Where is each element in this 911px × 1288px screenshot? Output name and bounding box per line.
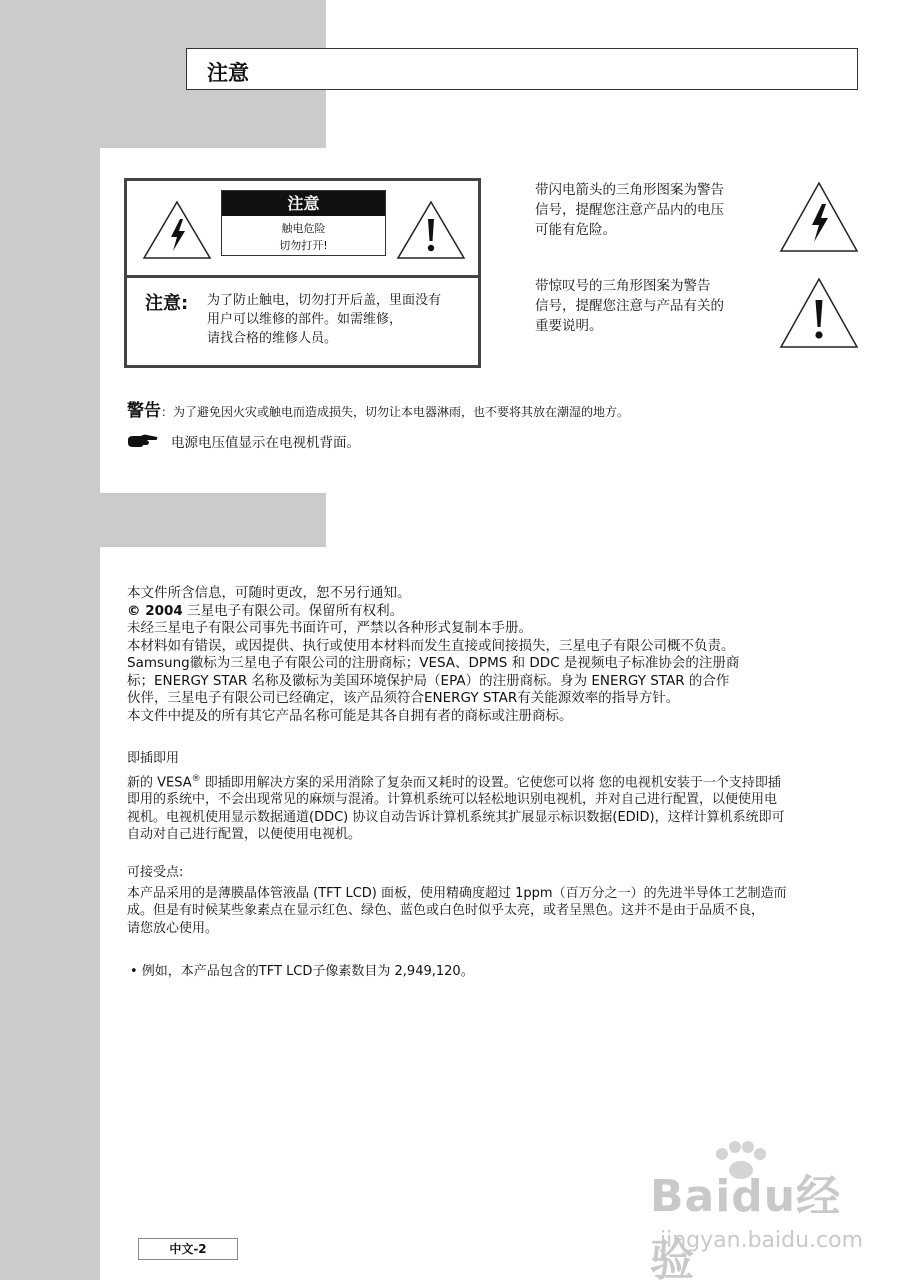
lightning-triangle-icon [141, 199, 213, 261]
caution-label-line2: 切勿打开! [279, 239, 328, 252]
plug-and-play-title: 即插即用 [127, 751, 180, 766]
plug-and-play-text: 新的 VESA [127, 774, 192, 790]
page-title: 注意 [207, 61, 249, 85]
lightning-description-line: 带闪电箭头的三角形图案为警告 [535, 182, 724, 198]
left-gray-band [0, 0, 100, 1280]
voltage-note [127, 431, 360, 451]
legal-notice [127, 585, 857, 725]
legal-line: 本材料如有错误，或因提供、执行或使用本材料而发生直接或间接损失，三星电子有限公司概不负责。 [127, 637, 735, 654]
legal-line: 本文件中提及的所有其它产品名称可能是其各自拥有者的商标或注册商标。 [127, 707, 573, 724]
watermark-brand: Baidu经验 [650, 1171, 842, 1286]
caution-text-line: 用户可以维修的部件。如需维修， [207, 312, 403, 327]
caution-text-line: 为了防止触电，切勿打开后盖，里面没有 [207, 293, 442, 308]
acceptable-points-title: 可接受点: [127, 865, 184, 880]
acceptable-points-line: 成。但是有时候某些象素点在显示红色、绿色、蓝色或白色时似乎太亮，或者呈黑色。这并不是由于品质不良， [127, 903, 765, 918]
plug-and-play-section [127, 750, 859, 844]
lightning-description [535, 180, 763, 240]
watermark-url: jingyan.baidu.com [660, 1228, 864, 1253]
voltage-note-text: 电源电压值显示在电视机背面。 [171, 435, 360, 451]
acceptable-points-line: 本产品采用的是薄膜晶体管液晶 (TFT LCD) 面板，使用精确度超过 1ppm（百万分之一）的先进半导体工艺制造而 [127, 885, 787, 901]
page-number: 中文-2 [138, 1238, 238, 1260]
header-box [186, 48, 858, 90]
legal-line: 本文件所含信息，可随时更改，恕不另行通知。 [127, 585, 411, 601]
caution-text [207, 291, 477, 348]
caution-box-divider [127, 275, 478, 278]
middle-gray-block [100, 493, 326, 547]
exclamation-triangle-icon [778, 276, 860, 350]
exclamation-description-line: 带惊叹号的三角形图案为警告 [535, 278, 711, 294]
caution-text-line: 请找合格的维修人员。 [207, 331, 338, 346]
acceptable-points-section [127, 864, 859, 937]
lightning-triangle-icon [778, 180, 860, 254]
plug-and-play-line: 自动对自己进行配置，以便使用电视机。 [127, 827, 362, 843]
plug-and-play-line: 视机。电视机使用显示数据通道(DDC) 协议自动告诉计算机系统其扩展显示标识数据(EDID)，这样计算机系统即可 [127, 809, 785, 825]
registered-mark: ® [191, 773, 201, 784]
legal-line: 伙伴，三星电子有限公司已经确定，该产品须符合ENERGY STAR有关能源效率的指导方针。 [127, 690, 680, 706]
warning-title: 警告 [127, 401, 161, 421]
plug-and-play-line [127, 771, 859, 792]
lightning-description-line: 可能有危险。 [535, 222, 616, 238]
caution-word: 注意: [145, 293, 189, 314]
lightning-description-line: 信号，提醒您注意产品内的电压 [535, 202, 724, 218]
exclamation-description [535, 276, 763, 336]
legal-line: 未经三星电子有限公司事先书面许可，严禁以各种形式复制本手册。 [127, 620, 532, 636]
plug-and-play-line: 即用的系统中，不会出现常见的麻烦与混淆。计算机系统可以轻松地识别电视机，并对自己进行配置，以便使用电 [127, 792, 778, 808]
legal-line: Samsung徽标为三星电子有限公司的注册商标；VESA、DPMS 和 DDC 是视频电子标准协会的注册商 [127, 655, 740, 671]
plug-and-play-text: 即插即用解决方案的采用消除了复杂而又耗时的设置。它使您可以将 您的电视机安装于一个支持即插 [200, 774, 781, 790]
watermark [640, 1140, 880, 1286]
caution-label [221, 190, 386, 256]
pixel-count-bullet: • 例如，本产品包含的TFT LCD子像素数目为 2,949,120。 [130, 964, 474, 979]
caution-label-box [124, 178, 481, 368]
pointing-hand-icon [127, 433, 159, 449]
legal-line: 标；ENERGY STAR 名称及徽标为美国环境保护局（EPA）的注册商标。身为 ENERGY STAR 的合作 [127, 672, 730, 689]
copyright-mark: © 2004 [127, 602, 183, 619]
caution-label-head: 注意 [222, 191, 385, 216]
caution-label-line1: 触电危险 [281, 222, 326, 235]
warning-line [127, 396, 629, 421]
exclamation-description-line: 重要说明。 [535, 318, 603, 334]
copyright-text: 三星电子有限公司。保留所有权利。 [182, 602, 404, 619]
exclamation-description-line: 信号，提醒您注意与产品有关的 [535, 298, 724, 314]
legal-copyright [127, 603, 857, 621]
warning-text: ：为了避免因火灾或触电而造成损失，切勿让本电器淋雨，也不要将其放在潮湿的地方。 [161, 405, 630, 419]
acceptable-points-line: 请您放心使用。 [127, 920, 219, 936]
exclamation-triangle-icon [395, 199, 467, 261]
